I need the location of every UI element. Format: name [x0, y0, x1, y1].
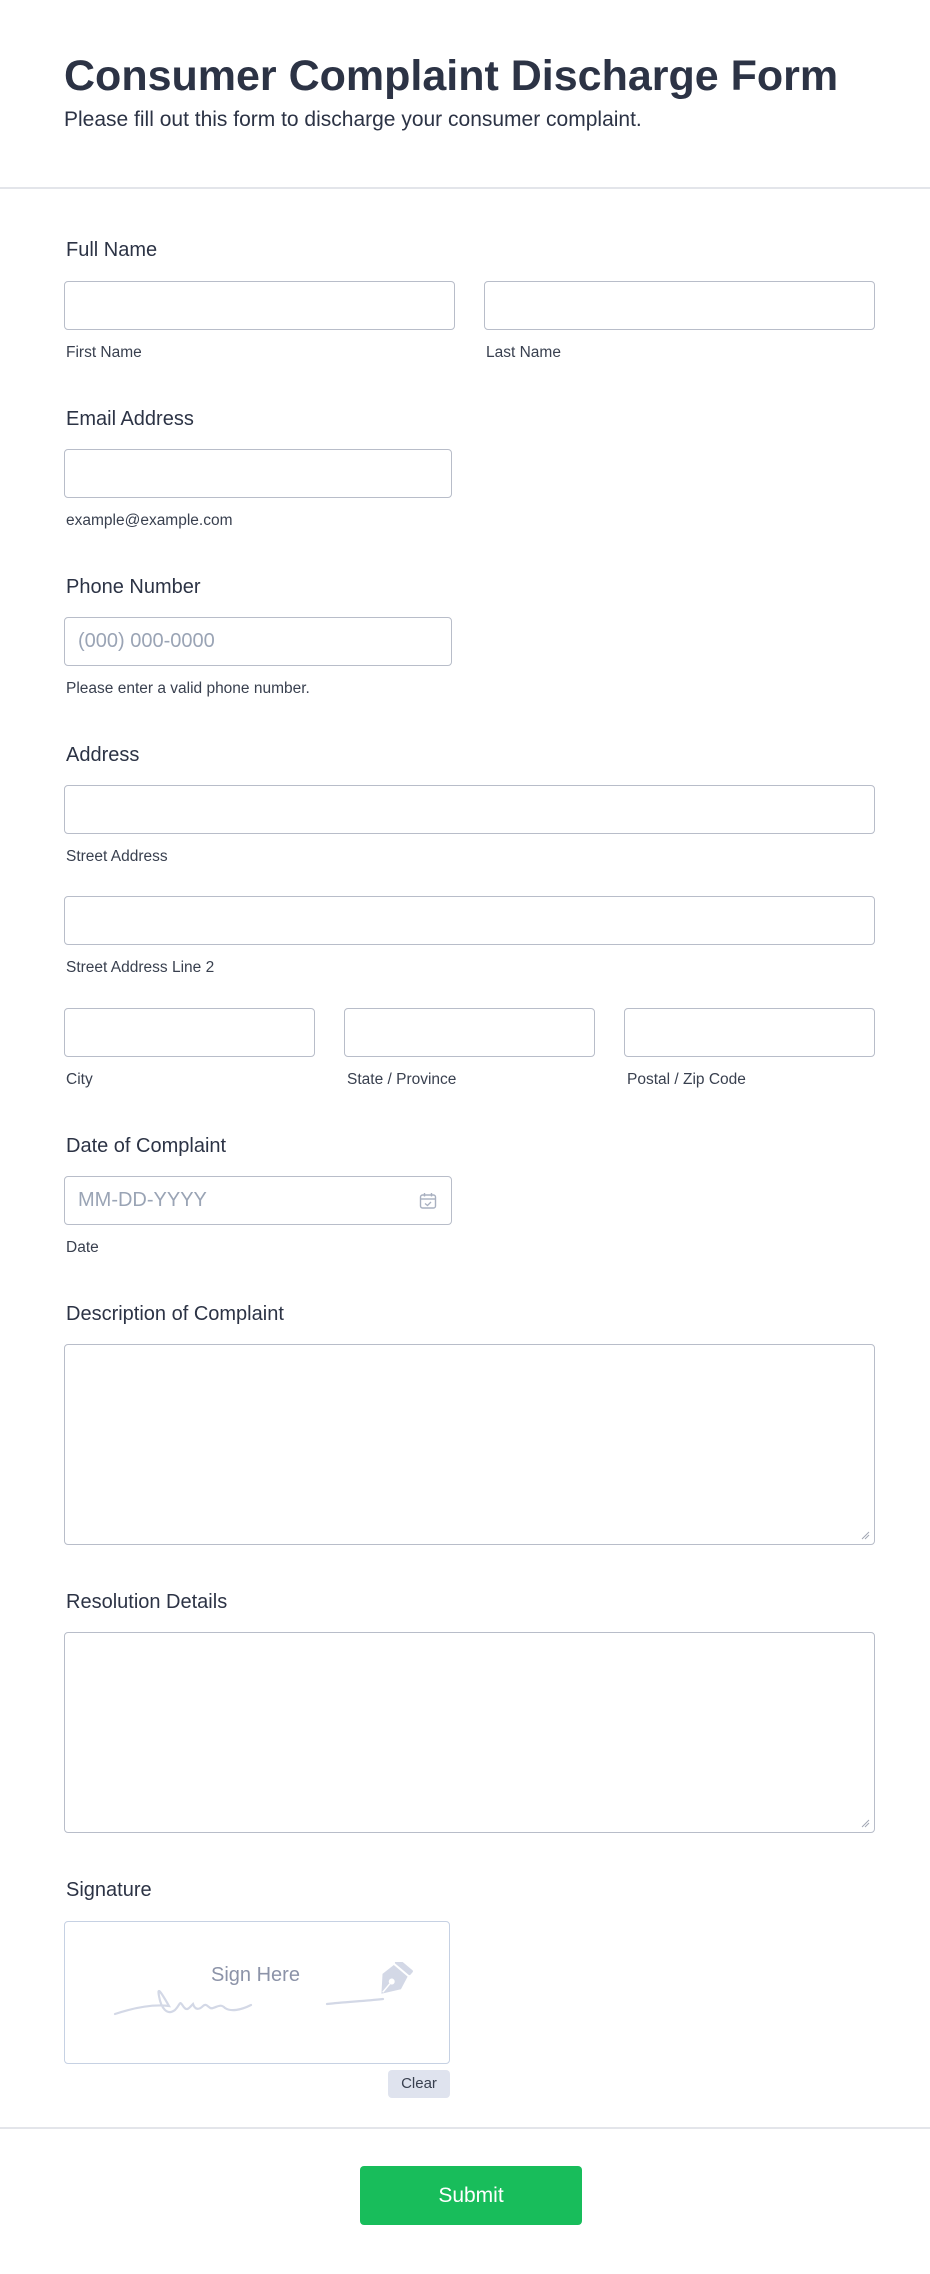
phone-placeholder: (000) 000-0000 — [78, 630, 215, 652]
resolution-textarea[interactable] — [64, 1632, 875, 1833]
resize-handle-icon[interactable] — [861, 1531, 870, 1540]
city-input[interactable] — [64, 1008, 315, 1057]
sign-here-hint: Sign Here — [211, 1964, 300, 1986]
description-label: Description of Complaint — [66, 1303, 284, 1325]
street-address-line2-input[interactable] — [64, 896, 875, 945]
date-placeholder: MM-DD-YYYY — [78, 1189, 207, 1211]
date-sublabel: Date — [66, 1239, 99, 1256]
signature-scribble-icon — [113, 1972, 253, 2022]
state-sublabel: State / Province — [347, 1071, 457, 1088]
page-title: Consumer Complaint Discharge Form — [64, 52, 839, 100]
phone-label: Phone Number — [66, 576, 201, 598]
resize-handle-icon[interactable] — [861, 1819, 870, 1828]
submit-button[interactable]: Submit — [360, 2166, 582, 2225]
email-label: Email Address — [66, 408, 194, 430]
pen-nib-icon — [325, 1962, 415, 2012]
last-name-input[interactable] — [484, 281, 875, 330]
street-address-sublabel: Street Address — [66, 848, 168, 865]
zip-sublabel: Postal / Zip Code — [627, 1071, 746, 1088]
calendar-icon[interactable] — [419, 1192, 437, 1210]
clear-signature-button[interactable]: Clear — [388, 2070, 450, 2098]
street-address-input[interactable] — [64, 785, 875, 834]
resolution-label: Resolution Details — [66, 1591, 228, 1613]
last-name-sublabel: Last Name — [486, 344, 561, 361]
email-input[interactable] — [64, 449, 452, 498]
street-address-line2-sublabel: Street Address Line 2 — [66, 959, 215, 976]
date-label: Date of Complaint — [66, 1135, 227, 1157]
state-input[interactable] — [344, 1008, 595, 1057]
first-name-input[interactable] — [64, 281, 455, 330]
email-sublabel: example@example.com — [66, 512, 233, 529]
phone-input[interactable] — [64, 617, 452, 666]
page-subtitle: Please fill out this form to discharge your consumer complaint. — [64, 108, 642, 131]
header-divider — [0, 187, 930, 189]
signature-pad[interactable] — [64, 1921, 450, 2064]
date-input[interactable] — [64, 1176, 452, 1225]
address-label: Address — [66, 744, 140, 766]
first-name-sublabel: First Name — [66, 344, 142, 361]
signature-label: Signature — [66, 1879, 152, 1901]
zip-input[interactable] — [624, 1008, 875, 1057]
phone-sublabel: Please enter a valid phone number. — [66, 680, 310, 697]
full-name-label: Full Name — [66, 239, 158, 261]
city-sublabel: City — [66, 1071, 93, 1088]
description-textarea[interactable] — [64, 1344, 875, 1545]
footer-divider — [0, 2127, 930, 2129]
